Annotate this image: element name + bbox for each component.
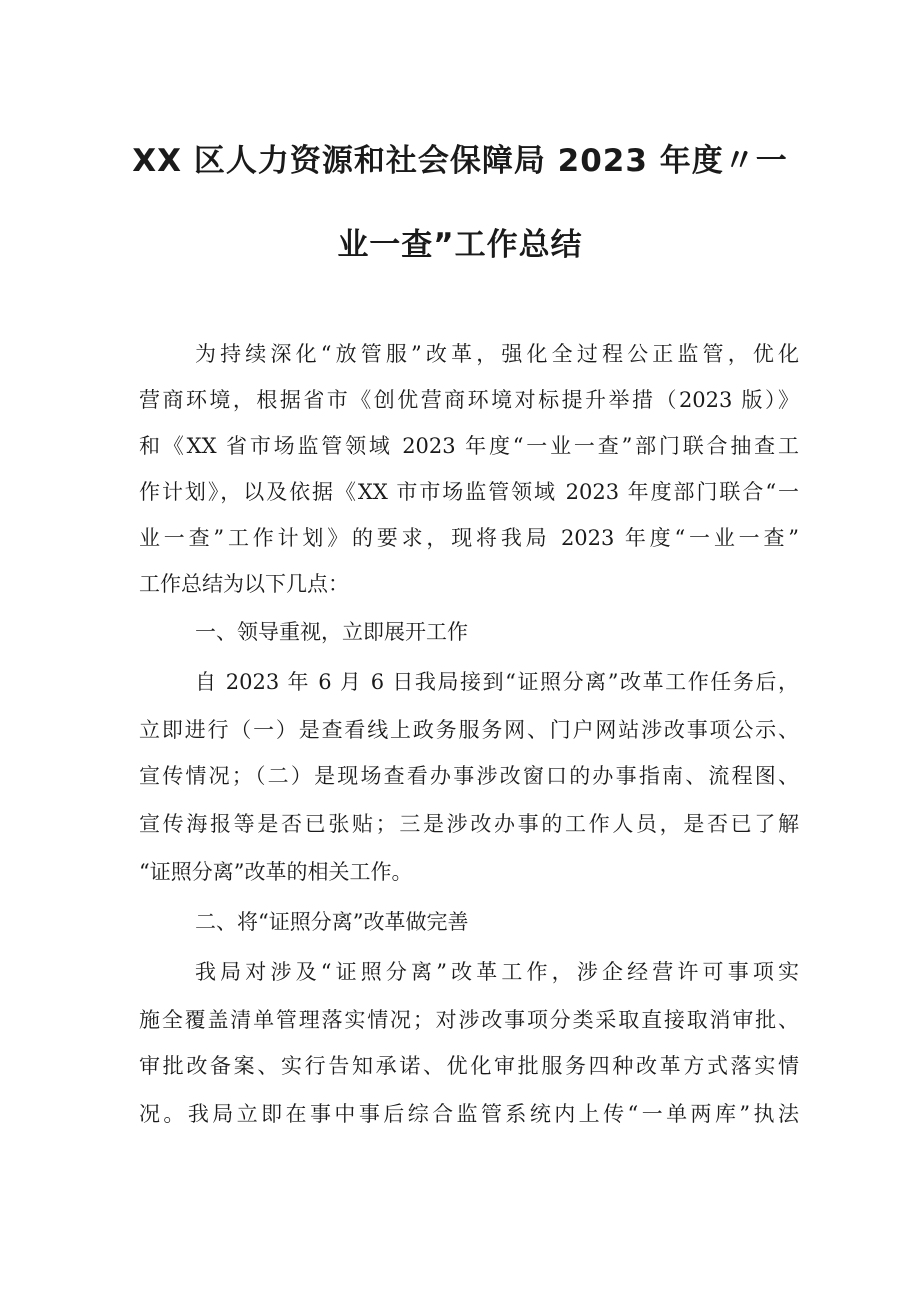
section-2-paragraph-line-1: 我局对涉及“证照分离”改革工作，涉企经营许可事项实 bbox=[195, 960, 799, 984]
intro-paragraph-line-4: 作计划》，以及依据《XX 市市场监管领域 2023 年度部门联合“一 bbox=[139, 480, 799, 504]
intro-paragraph-line-5: 业一查”工作计划》的要求，现将我局 2023 年度“一业一查” bbox=[139, 526, 799, 550]
intro-paragraph-line-1: 为持续深化“放管服”改革，强化全过程公正监管，优化 bbox=[195, 342, 799, 366]
section-2-paragraph-line-4: 况。我局立即在事中事后综合监管系统内上传“一单两库”执法 bbox=[139, 1102, 799, 1126]
intro-paragraph-line-3: 和《XX 省市场监管领域 2023 年度“一业一查”部门联合抽查工 bbox=[139, 434, 799, 458]
section-1-paragraph-line-2: 立即进行（一）是查看线上政务服务网、门户网站涉改事项公示、 bbox=[139, 718, 799, 742]
section-1-paragraph-line-3: 宣传情况；（二）是现场查看办事涉改窗口的办事指南、流程图、 bbox=[139, 764, 799, 788]
section-2-paragraph-line-3: 审批改备案、实行告知承诺、优化审批服务四种改革方式落实情 bbox=[139, 1054, 799, 1078]
section-1-paragraph-line-5: “证照分离”改革的相关工作。 bbox=[139, 860, 413, 884]
section-heading-1: 一、领导重视，立即展开工作 bbox=[195, 620, 468, 644]
document-title-line-1: XX 区人力资源和社会保障局 2023 年度〃一 bbox=[132, 143, 788, 179]
section-2-paragraph-line-2: 施全覆盖清单管理落实情况；对涉改事项分类采取直接取消审批、 bbox=[139, 1008, 799, 1032]
section-heading-2: 二、将“证照分离”改革做完善 bbox=[195, 910, 469, 934]
document-title-line-2: 业一查”工作总结 bbox=[337, 227, 583, 263]
section-1-paragraph-line-1: 自 2023 年 6 月 6 日我局接到“证照分离”改革工作任务后， bbox=[195, 670, 799, 694]
section-1-paragraph-line-4: 宣传海报等是否已张贴；三是涉改办事的工作人员，是否已了解 bbox=[139, 812, 799, 836]
intro-paragraph-line-6: 工作总结为以下几点： bbox=[139, 572, 349, 596]
intro-paragraph-line-2: 营商环境，根据省市《创优营商环境对标提升举措（2023 版）》 bbox=[139, 388, 799, 412]
